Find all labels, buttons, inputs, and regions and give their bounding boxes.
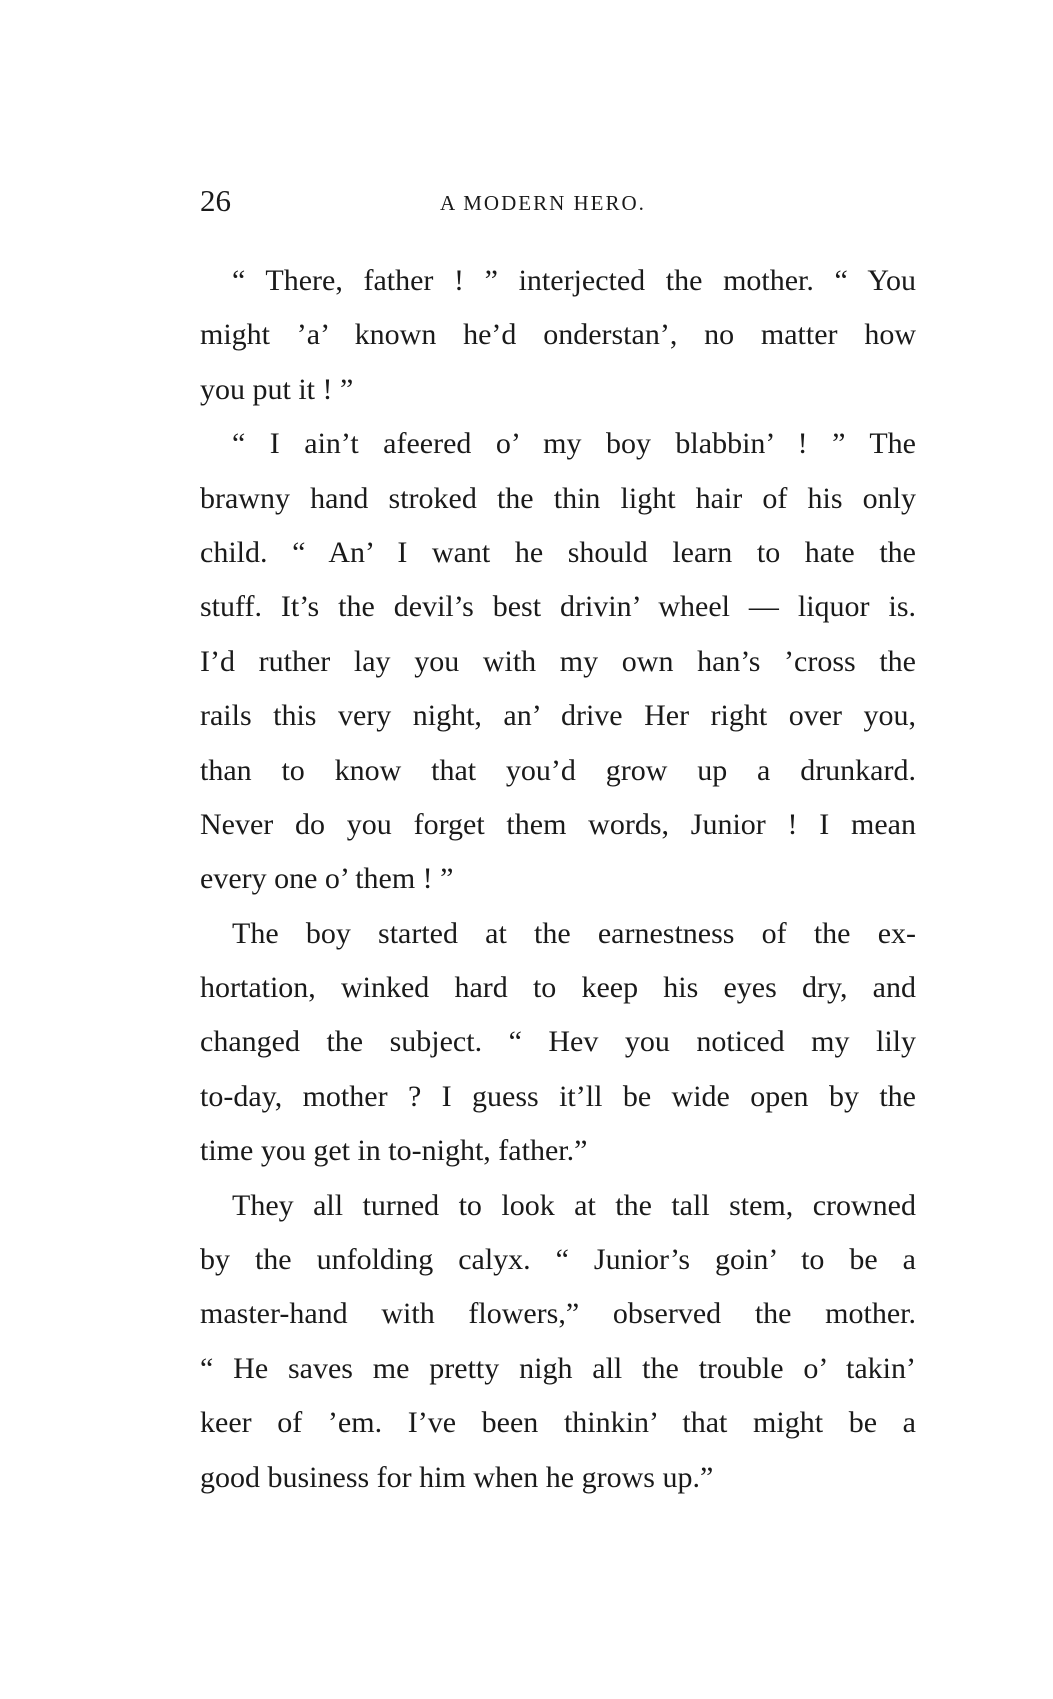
text-line: brawny hand stroked the thin light hair of his only xyxy=(200,481,916,515)
text-line: every one o’ them ! ” xyxy=(200,862,454,896)
text-line: Never do you forget them words, Junior ! I mean xyxy=(200,807,916,841)
text-line: child. “ An’ I want he should learn to hate the xyxy=(200,535,916,569)
text-line: I’d ruther lay you with my own han’s ’cross the xyxy=(200,644,916,678)
running-title: A MODERN HERO. xyxy=(440,191,646,215)
text-line: changed the subject. “ Hev you noticed my lily xyxy=(200,1025,916,1059)
text-line: by the unfolding calyx. “ Junior’s goin’ to be a xyxy=(200,1243,916,1277)
text-line: master-hand with flowers,” observed the mother. xyxy=(200,1297,916,1331)
body-text xyxy=(200,254,916,1505)
text-line: “ There, father ! ” interjected the mother. “ You xyxy=(232,264,916,297)
text-line: you put it ! ” xyxy=(200,372,354,406)
text-line: They all turned to look at the tall stem, crowned xyxy=(232,1188,916,1222)
running-head xyxy=(200,181,920,221)
text-line: than to know that you’d grow up a drunkard. xyxy=(200,753,916,787)
text-line: stuff. It’s the devil’s best drivin’ wheel — liquor is. xyxy=(200,590,916,624)
text-line: good business for him when he grows up.” xyxy=(200,1460,714,1494)
text-line: “ He saves me pretty nigh all the trouble o’ takin’ xyxy=(200,1351,916,1385)
text-line: The boy started at the earnestness of the ex- xyxy=(232,916,916,950)
text-line: “ I ain’t afeered o’ my boy blabbin’ ! ” The xyxy=(232,427,916,461)
text-line: time you get in to-night, father.” xyxy=(200,1134,588,1168)
text-line: keer of ’em. I’ve been thinkin’ that might be a xyxy=(200,1406,916,1440)
page-number: 26 xyxy=(200,183,231,218)
text-line: to-day, mother ? I guess it’ll be wide open by the xyxy=(200,1079,916,1113)
text-line: rails this very night, an’ drive Her right over you, xyxy=(200,699,916,733)
text-line: might ’a’ known he’d onderstan’, no matter how xyxy=(200,318,916,352)
text-line: hortation, winked hard to keep his eyes dry, and xyxy=(200,971,916,1005)
